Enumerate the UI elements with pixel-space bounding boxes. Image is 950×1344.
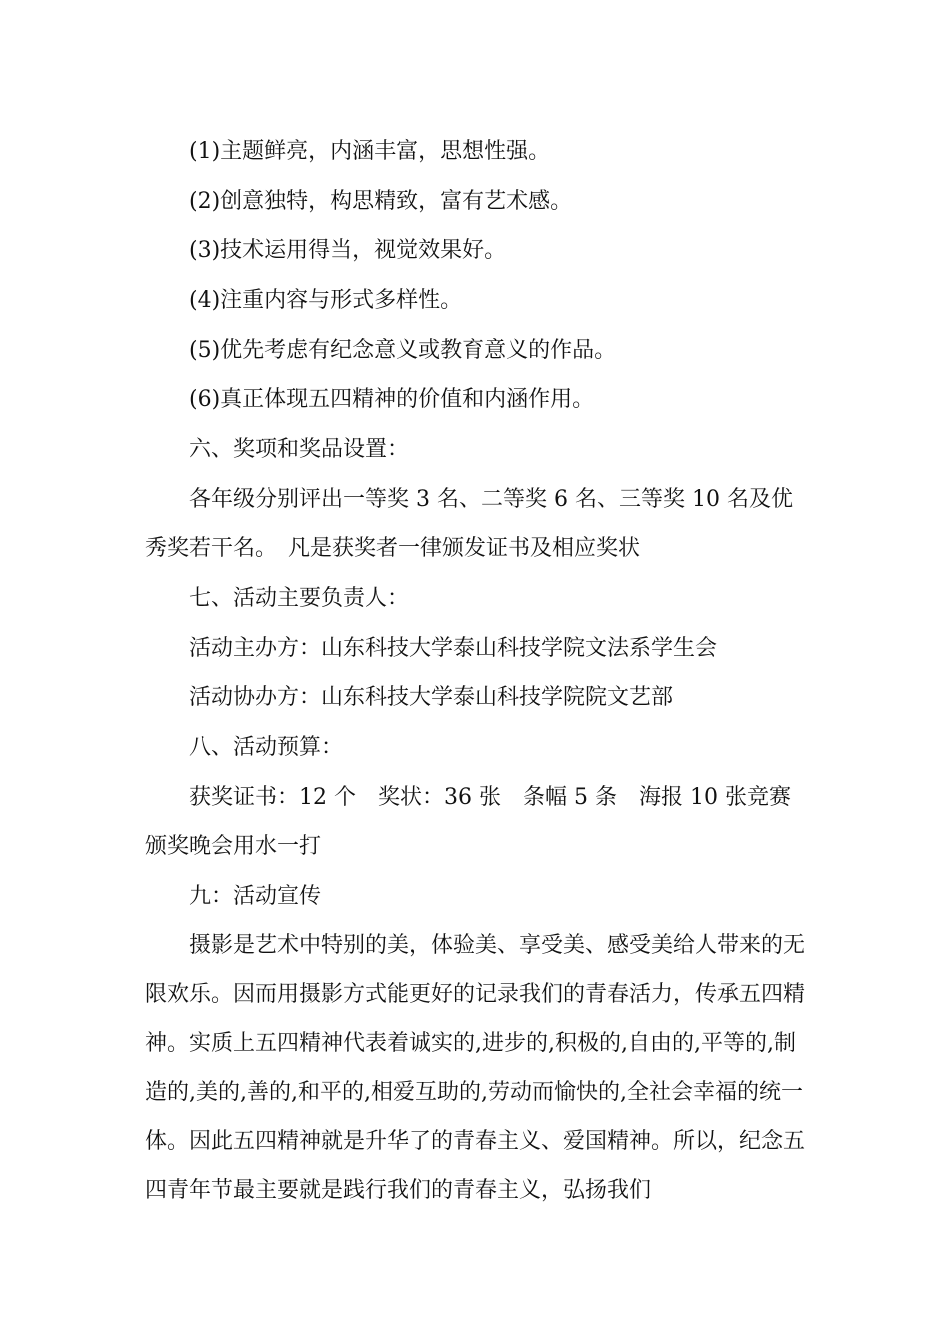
criterion-1: (1)主题鲜亮，内涵丰富，思想性强。 (189, 139, 551, 164)
section-heading-awards: 六、奖项和奖品设置： (189, 437, 410, 462)
criterion-2: (2)创意独特，构思精致，富有艺术感。 (189, 189, 573, 214)
section-heading-publicity: 九：活动宣传 (189, 884, 322, 909)
section-heading-budget: 八、活动预算： (189, 735, 344, 760)
awards-paragraph: 各年级分别评出一等奖 3 名、二等奖 6 名、三等奖 10 名及优秀奖若干名。 凡是获奖者一律颁发证书及相应奖状 (145, 487, 793, 561)
section-heading-organizers: 七、活动主要负责人： (189, 586, 410, 611)
organizer-host: 活动主办方：山东科技大学泰山科技学院文法系学生会 (189, 636, 718, 661)
criterion-4: (4)注重内容与形式多样性。 (189, 288, 463, 313)
criterion-6: (6)真正体现五四精神的价值和内涵作用。 (189, 387, 595, 412)
organizer-cohost: 活动协办方：山东科技大学泰山科技学院院文艺部 (189, 685, 674, 710)
publicity-paragraph: 摄影是艺术中特别的美，体验美、享受美、感受美给人带来的无限欢乐。因而用摄影方式能更好的记录我们的青春活力，传承五四精神。实质上五四精神代表着诚实的,进步的,积极的,自由的,平等的,制造的,美的,善的,和平的,相爱互助的,劳动而愉快的,全社会幸福的统一体。因此五四精神就是升华了的青春主义、爱国精神。所以，纪念五四青年节最主要就是践行我们的青春主义，弘扬我们 (145, 933, 806, 1203)
budget-paragraph: 获奖证书：12 个 奖状：36 张 条幅 5 条 海报 10 张竞赛颁奖晚会用水一打 (145, 785, 791, 859)
criterion-5: (5)优先考虑有纪念意义或教育意义的作品。 (189, 338, 617, 363)
criterion-3: (3)技术运用得当，视觉效果好。 (189, 238, 507, 263)
